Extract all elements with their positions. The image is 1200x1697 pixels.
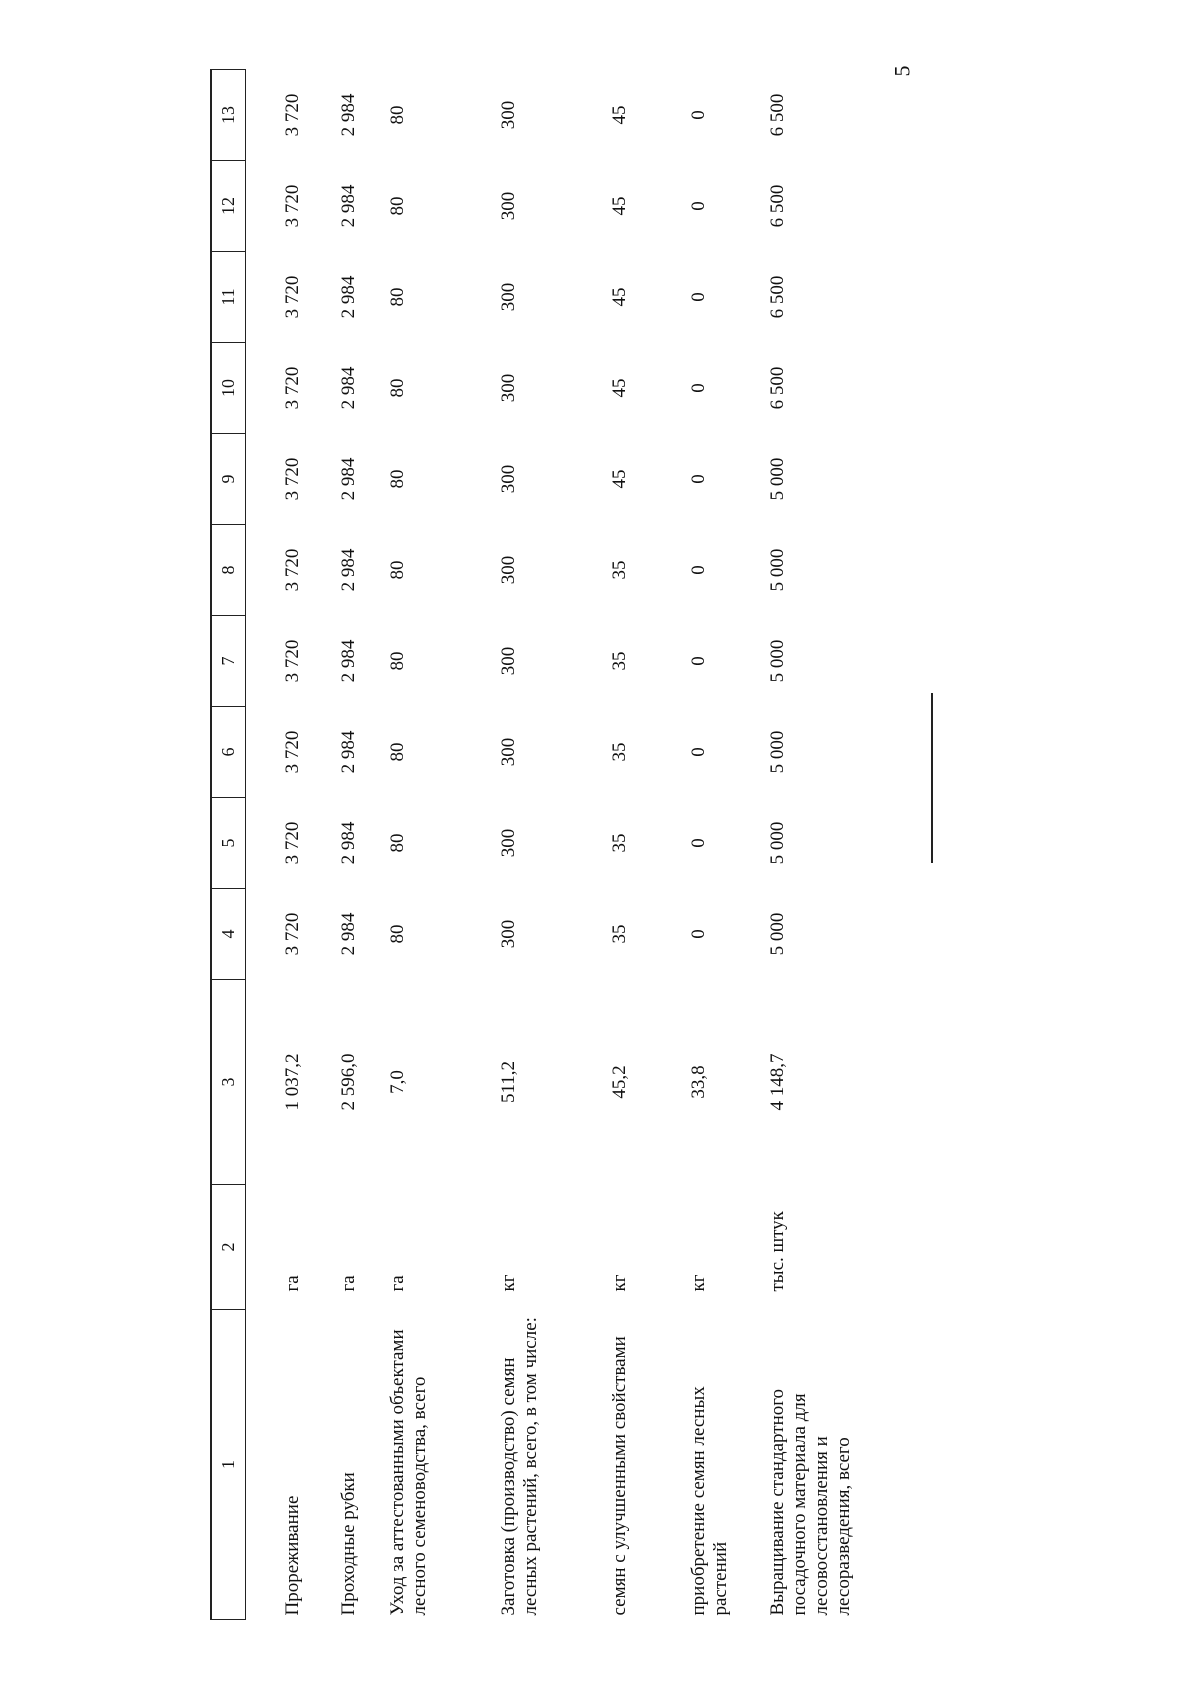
- table-cell: 3 720: [282, 548, 303, 592]
- table-cell: 3 720: [282, 93, 303, 137]
- table-cell: 0: [688, 747, 709, 757]
- header-cell: 6: [211, 707, 246, 798]
- table-cell: 80: [387, 196, 408, 216]
- table-cell: 300: [498, 100, 519, 130]
- table-cell: 80: [387, 833, 408, 853]
- row-unit: га: [387, 1275, 408, 1292]
- table-cell: 6 500: [767, 93, 788, 137]
- table-cell: 3 720: [282, 275, 303, 319]
- table-cell: 80: [387, 469, 408, 489]
- header-cell: 5: [211, 798, 246, 889]
- table-cell: 300: [498, 373, 519, 403]
- header-cell: 4: [211, 889, 246, 980]
- table-cell: 5 000: [767, 639, 788, 683]
- table-cell: 2 984: [338, 366, 359, 410]
- row-label: приобретение семян лесных растений: [688, 1386, 731, 1616]
- header-cell: 1: [211, 1310, 246, 1620]
- table-row: [568, 70, 655, 1620]
- table-cell: 5 000: [767, 730, 788, 774]
- header-cell: 10: [211, 343, 246, 434]
- table-cell: 2 984: [338, 548, 359, 592]
- table-cell: 35: [609, 833, 630, 853]
- table-cell: 2 984: [338, 912, 359, 956]
- table-cell: 80: [387, 287, 408, 307]
- table-cell: 3 720: [282, 184, 303, 228]
- table-cell: 2 984: [338, 821, 359, 865]
- table-cell: 6 500: [767, 275, 788, 319]
- table-cell: 300: [498, 555, 519, 585]
- table-cell: 5 000: [767, 821, 788, 865]
- table-cell: 80: [387, 560, 408, 580]
- table-cell: 45: [609, 105, 630, 125]
- row-unit: кг: [688, 1274, 709, 1292]
- table-cell: 0: [688, 110, 709, 120]
- table-cell: 2 984: [338, 275, 359, 319]
- table-cell: 0: [688, 474, 709, 484]
- table-cell: 45: [609, 196, 630, 216]
- table-cell: 3 720: [282, 912, 303, 956]
- table-row: [457, 70, 568, 1620]
- table-cell: 5 000: [767, 457, 788, 501]
- row-label: Заготовка (производство) семян лесных растений, всего, в том числе:: [498, 1317, 541, 1616]
- table-cell: 3 720: [282, 457, 303, 501]
- table-cell: 45: [609, 287, 630, 307]
- row-label: Уход за аттестованными объектами лесного семеноводства, всего: [387, 1329, 430, 1616]
- table-cell: 45: [609, 469, 630, 489]
- table-cell: 3 720: [282, 821, 303, 865]
- table-row: [734, 70, 859, 1620]
- table-cell: 300: [498, 464, 519, 494]
- table-cell: 6 500: [767, 366, 788, 410]
- row-label: Прореживание: [282, 1495, 303, 1616]
- row-unit: га: [282, 1275, 303, 1292]
- table-cell: 0: [688, 565, 709, 575]
- header-cell: 12: [211, 161, 246, 252]
- table-row: [304, 70, 360, 1620]
- row-unit: кг: [498, 1274, 519, 1292]
- table-cell: 2 984: [338, 93, 359, 137]
- row-base-value: 4 148,7: [767, 1053, 788, 1111]
- table-cell: 300: [498, 919, 519, 949]
- page-number: 5: [889, 65, 915, 77]
- row-base-value: 1 037,2: [282, 1053, 303, 1111]
- table-cell: 0: [688, 383, 709, 393]
- header-cell: 8: [211, 525, 246, 616]
- table-cell: 80: [387, 651, 408, 671]
- table-cell: 300: [498, 646, 519, 676]
- table-row: [360, 70, 457, 1620]
- row-label: Выращивание стандартного посадочного материала для лесовосстановления и лесоразведения, всего: [767, 1388, 854, 1616]
- table-cell: 80: [387, 924, 408, 944]
- row-unit: тыс. штук: [767, 1211, 788, 1292]
- header-cell: 3: [211, 980, 246, 1185]
- header-cell: 11: [211, 252, 246, 343]
- table-cell: 35: [609, 651, 630, 671]
- table-cell: 5 000: [767, 548, 788, 592]
- row-unit: кг: [609, 1274, 630, 1292]
- row-label: Проходные рубки: [338, 1472, 359, 1616]
- table-cell: 2 984: [338, 457, 359, 501]
- table-cell: 300: [498, 828, 519, 858]
- data-table-rotated: [210, 70, 910, 1620]
- table-cell: 2 984: [338, 184, 359, 228]
- table-row: [246, 70, 305, 1620]
- table-cell: 0: [688, 292, 709, 302]
- table-row: [655, 70, 734, 1620]
- header-cell: 2: [211, 1185, 246, 1310]
- table-cell: 3 720: [282, 730, 303, 774]
- table-cell: 35: [609, 924, 630, 944]
- row-base-value: 7,0: [387, 1070, 408, 1094]
- row-base-value: 511,2: [498, 1060, 519, 1104]
- table-cell: 6 500: [767, 184, 788, 228]
- header-cell: 7: [211, 616, 246, 707]
- header-cell: 13: [211, 70, 246, 161]
- row-base-value: 33,8: [688, 1065, 709, 1099]
- table-cell: 2 984: [338, 639, 359, 683]
- table-cell: 80: [387, 378, 408, 398]
- table-cell: 300: [498, 282, 519, 312]
- header-cell: 9: [211, 434, 246, 525]
- table-cell: 80: [387, 105, 408, 125]
- row-label: семян с улучшенными свойствами: [609, 1336, 630, 1616]
- table-cell: 35: [609, 742, 630, 762]
- row-base-value: 45,2: [609, 1065, 630, 1099]
- table-cell: 35: [609, 560, 630, 580]
- table-cell: 3 720: [282, 366, 303, 410]
- table-cell: 300: [498, 191, 519, 221]
- data-table: [210, 69, 859, 1620]
- table-cell: 300: [498, 737, 519, 767]
- row-unit: га: [338, 1275, 359, 1292]
- header-row: [211, 70, 246, 1620]
- table-cell: 3 720: [282, 639, 303, 683]
- table-cell: 5 000: [767, 912, 788, 956]
- table-cell: 2 984: [338, 730, 359, 774]
- end-of-table-rule: [931, 693, 933, 863]
- table-cell: 45: [609, 378, 630, 398]
- table-cell: 80: [387, 742, 408, 762]
- row-base-value: 2 596,0: [338, 1053, 359, 1111]
- table-cell: 0: [688, 201, 709, 211]
- table-cell: 0: [688, 929, 709, 939]
- table-cell: 0: [688, 838, 709, 848]
- table-cell: 0: [688, 656, 709, 666]
